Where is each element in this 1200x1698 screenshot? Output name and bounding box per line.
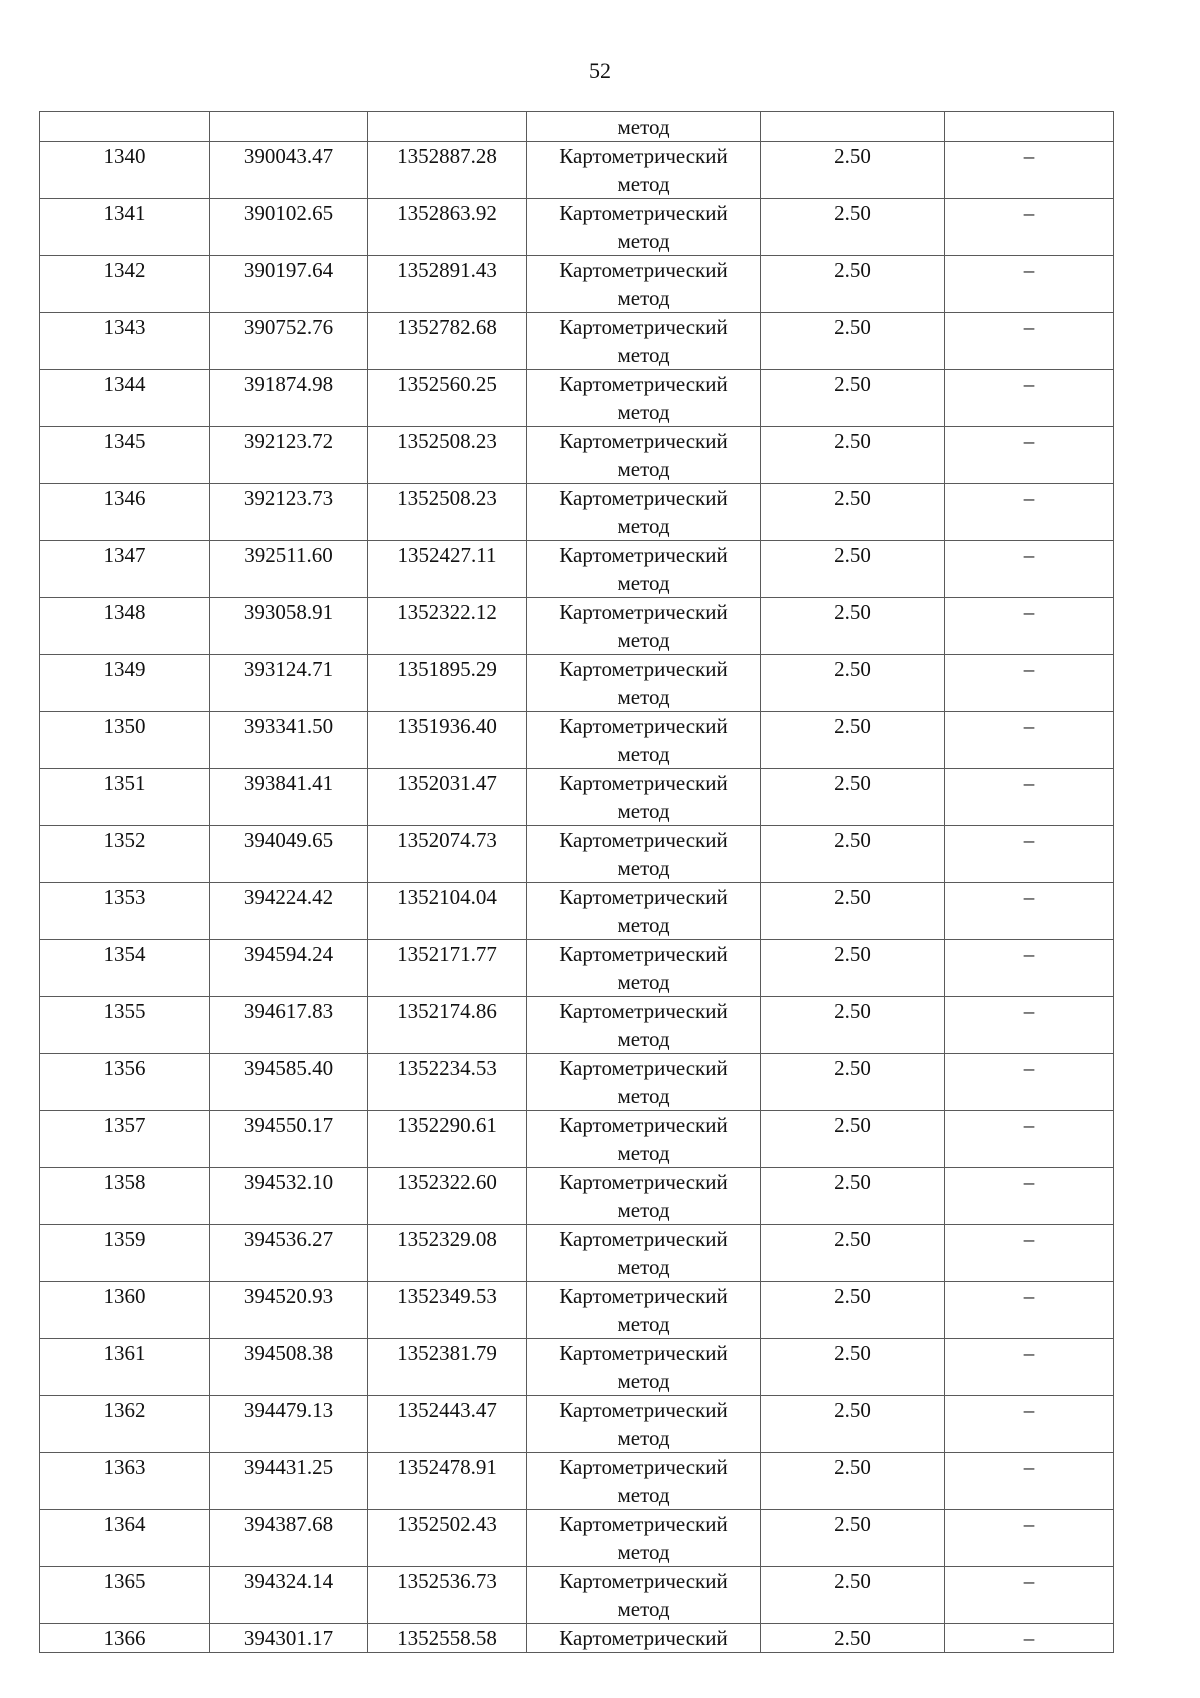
cell-y: 1352502.43 [368, 1510, 527, 1567]
coordinates-table [39, 111, 1114, 1653]
cell-method [527, 1339, 761, 1396]
method-line-1: Картометрический [559, 600, 728, 624]
cell-note: – [945, 1453, 1114, 1510]
cell-method [527, 1567, 761, 1624]
cell-method [527, 313, 761, 370]
cell-y [368, 112, 527, 142]
cell-point-number: 1352 [40, 826, 210, 883]
cell-point-number: 1353 [40, 883, 210, 940]
method-line-1: Картометрический [559, 999, 728, 1023]
cell-point-number: 1349 [40, 655, 210, 712]
table-row [40, 997, 1114, 1054]
method-line-1: Картометрический [559, 201, 728, 225]
cell-y: 1352322.12 [368, 598, 527, 655]
cell-x: 394550.17 [210, 1111, 368, 1168]
cell-accuracy: 2.50 [761, 598, 945, 655]
method-line-2: метод [617, 913, 670, 937]
cell-y: 1352074.73 [368, 826, 527, 883]
cell-note: – [945, 256, 1114, 313]
cell-y: 1352290.61 [368, 1111, 527, 1168]
method-line-2: метод [617, 1312, 670, 1336]
method-line-2: метод [617, 1027, 670, 1051]
cell-y: 1352863.92 [368, 199, 527, 256]
cell-note: – [945, 655, 1114, 712]
cell-accuracy: 2.50 [761, 427, 945, 484]
method-line-1: Картометрический [559, 486, 728, 510]
method-line-1: Картометрический [559, 1626, 728, 1650]
cell-x: 390102.65 [210, 199, 368, 256]
table-row [40, 1396, 1114, 1453]
cell-x: 392123.72 [210, 427, 368, 484]
table-row [40, 142, 1114, 199]
cell-point-number: 1340 [40, 142, 210, 199]
cell-note: – [945, 769, 1114, 826]
cell-accuracy: 2.50 [761, 1225, 945, 1282]
cell-x [210, 112, 368, 142]
cell-y: 1352782.68 [368, 313, 527, 370]
cell-method [527, 1168, 761, 1225]
table-row [40, 826, 1114, 883]
method-line-1: Картометрический [559, 144, 728, 168]
cell-y: 1352508.23 [368, 427, 527, 484]
method-line-1: Картометрический [559, 771, 728, 795]
cell-x: 391874.98 [210, 370, 368, 427]
cell-x: 393841.41 [210, 769, 368, 826]
table-row [40, 541, 1114, 598]
table-row [40, 769, 1114, 826]
cell-point-number: 1361 [40, 1339, 210, 1396]
cell-note: – [945, 826, 1114, 883]
cell-note: – [945, 883, 1114, 940]
cell-method [527, 199, 761, 256]
cell-y: 1352349.53 [368, 1282, 527, 1339]
table-row [40, 712, 1114, 769]
cell-note: – [945, 1396, 1114, 1453]
cell-y: 1352443.47 [368, 1396, 527, 1453]
cell-point-number: 1355 [40, 997, 210, 1054]
method-line-1: Картометрический [559, 1569, 728, 1593]
method-line-1: Картометрический [559, 1170, 728, 1194]
cell-point-number: 1357 [40, 1111, 210, 1168]
cell-note: – [945, 1282, 1114, 1339]
method-line-2: метод [617, 742, 670, 766]
cell-method [527, 1111, 761, 1168]
cell-method [527, 883, 761, 940]
cell-note: – [945, 541, 1114, 598]
cell-y: 1352887.28 [368, 142, 527, 199]
method-line-1: Картометрический [559, 315, 728, 339]
table-row [40, 370, 1114, 427]
cell-y: 1352478.91 [368, 1453, 527, 1510]
method-line-2: метод [617, 1198, 670, 1222]
cell-method [527, 1453, 761, 1510]
cell-point-number: 1363 [40, 1453, 210, 1510]
cell-point-number: 1360 [40, 1282, 210, 1339]
cell-y: 1352558.58 [368, 1624, 527, 1653]
cell-y: 1352508.23 [368, 484, 527, 541]
cell-y: 1352891.43 [368, 256, 527, 313]
cell-note: – [945, 1624, 1114, 1653]
cell-point-number: 1365 [40, 1567, 210, 1624]
method-line-2: метод [617, 1597, 670, 1621]
cell-point-number: 1344 [40, 370, 210, 427]
cell-y: 1352234.53 [368, 1054, 527, 1111]
method-line-1: Картометрический [559, 885, 728, 909]
method-line-1: Картометрический [559, 372, 728, 396]
table-row [40, 1339, 1114, 1396]
method-line-1: Картометрический [559, 657, 728, 681]
cell-method [527, 541, 761, 598]
cell-y: 1352536.73 [368, 1567, 527, 1624]
method-line-1: Картометрический [559, 714, 728, 738]
cell-y: 1352381.79 [368, 1339, 527, 1396]
table-row [40, 1510, 1114, 1567]
cell-y: 1352427.11 [368, 541, 527, 598]
cell-x: 394594.24 [210, 940, 368, 997]
cell-y: 1352560.25 [368, 370, 527, 427]
table-row [40, 1624, 1114, 1653]
cell-y: 1352104.04 [368, 883, 527, 940]
cell-x: 393341.50 [210, 712, 368, 769]
cell-accuracy: 2.50 [761, 997, 945, 1054]
cell-note: – [945, 598, 1114, 655]
cell-x: 390197.64 [210, 256, 368, 313]
cell-accuracy: 2.50 [761, 1054, 945, 1111]
cell-accuracy: 2.50 [761, 1624, 945, 1653]
cell-point-number: 1347 [40, 541, 210, 598]
cell-accuracy [761, 112, 945, 142]
cell-method [527, 940, 761, 997]
cell-point-number: 1358 [40, 1168, 210, 1225]
cell-note: – [945, 712, 1114, 769]
cell-x: 392511.60 [210, 541, 368, 598]
cell-y: 1351936.40 [368, 712, 527, 769]
cell-method [527, 655, 761, 712]
cell-accuracy: 2.50 [761, 142, 945, 199]
cell-method [527, 1282, 761, 1339]
cell-point-number: 1362 [40, 1396, 210, 1453]
method-line-1: Картометрический [559, 1227, 728, 1251]
cell-note: – [945, 940, 1114, 997]
table-body [40, 112, 1114, 1653]
cell-x: 390043.47 [210, 142, 368, 199]
cell-x: 394387.68 [210, 1510, 368, 1567]
cell-y: 1352322.60 [368, 1168, 527, 1225]
cell-x: 394617.83 [210, 997, 368, 1054]
method-line-2: метод [617, 1426, 670, 1450]
cell-note: – [945, 313, 1114, 370]
cell-accuracy: 2.50 [761, 313, 945, 370]
method-line-1: Картометрический [559, 1056, 728, 1080]
cell-accuracy: 2.50 [761, 883, 945, 940]
cell-y: 1352174.86 [368, 997, 527, 1054]
method-line-2: метод [617, 1084, 670, 1108]
table-row [40, 427, 1114, 484]
method-line-2: метод [617, 400, 670, 424]
method-line-1: Картометрический [559, 258, 728, 282]
cell-accuracy: 2.50 [761, 370, 945, 427]
cell-method [527, 1054, 761, 1111]
method-line-2: метод [617, 1540, 670, 1564]
cell-x: 394532.10 [210, 1168, 368, 1225]
table-row [40, 313, 1114, 370]
cell-note: – [945, 1168, 1114, 1225]
cell-x: 394431.25 [210, 1453, 368, 1510]
cell-point-number: 1341 [40, 199, 210, 256]
page-number: 52 [589, 58, 611, 83]
table-row [40, 883, 1114, 940]
cell-x: 390752.76 [210, 313, 368, 370]
cell-point-number: 1342 [40, 256, 210, 313]
cell-x: 394224.42 [210, 883, 368, 940]
cell-note: – [945, 199, 1114, 256]
cell-y: 1352031.47 [368, 769, 527, 826]
method-line-2: метод [617, 1483, 670, 1507]
cell-point-number: 1346 [40, 484, 210, 541]
cell-point-number: 1356 [40, 1054, 210, 1111]
cell-point-number: 1343 [40, 313, 210, 370]
cell-method [527, 997, 761, 1054]
cell-point-number: 1364 [40, 1510, 210, 1567]
cell-accuracy: 2.50 [761, 1168, 945, 1225]
method-line-2: метод [617, 1141, 670, 1165]
table-row [40, 1168, 1114, 1225]
cell-method: метод [527, 112, 761, 142]
method-line-1: Картометрический [559, 942, 728, 966]
cell-point-number: 1359 [40, 1225, 210, 1282]
cell-method [527, 712, 761, 769]
cell-accuracy: 2.50 [761, 256, 945, 313]
cell-note: – [945, 370, 1114, 427]
table-row [40, 1111, 1114, 1168]
method-line-1: Картометрический [559, 1398, 728, 1422]
cell-note: – [945, 1225, 1114, 1282]
cell-note [945, 112, 1114, 142]
cell-method [527, 598, 761, 655]
method-line-1: Картометрический [559, 429, 728, 453]
cell-method [527, 142, 761, 199]
cell-accuracy: 2.50 [761, 484, 945, 541]
cell-x: 394585.40 [210, 1054, 368, 1111]
method-line-1: Картометрический [559, 1341, 728, 1365]
cell-y: 1351895.29 [368, 655, 527, 712]
cell-point-number [40, 112, 210, 142]
cell-x: 394479.13 [210, 1396, 368, 1453]
cell-accuracy: 2.50 [761, 1339, 945, 1396]
table-row [40, 940, 1114, 997]
table-row [40, 1225, 1114, 1282]
cell-accuracy: 2.50 [761, 769, 945, 826]
cell-x: 394520.93 [210, 1282, 368, 1339]
cell-x: 394049.65 [210, 826, 368, 883]
cell-accuracy: 2.50 [761, 1282, 945, 1339]
cell-point-number: 1348 [40, 598, 210, 655]
table-row [40, 655, 1114, 712]
table-row [40, 1282, 1114, 1339]
cell-method [527, 1225, 761, 1282]
cell-y: 1352329.08 [368, 1225, 527, 1282]
cell-note: – [945, 427, 1114, 484]
cell-method [527, 370, 761, 427]
method-line-1: Картометрический [559, 1455, 728, 1479]
cell-point-number: 1350 [40, 712, 210, 769]
method-line-1: Картометрический [559, 828, 728, 852]
table-row [40, 484, 1114, 541]
cell-method [527, 769, 761, 826]
cell-point-number: 1354 [40, 940, 210, 997]
cell-method [527, 1396, 761, 1453]
cell-accuracy: 2.50 [761, 940, 945, 997]
cell-accuracy: 2.50 [761, 1453, 945, 1510]
cell-accuracy: 2.50 [761, 541, 945, 598]
cell-method [527, 256, 761, 313]
method-line-2: метод [617, 172, 670, 196]
cell-note: – [945, 142, 1114, 199]
continuation-row [40, 112, 1114, 142]
cell-note: – [945, 1339, 1114, 1396]
method-line-2: метод [617, 628, 670, 652]
method-line-1: Картометрический [559, 1284, 728, 1308]
cell-method [527, 1510, 761, 1567]
method-line-1: Картометрический [559, 1113, 728, 1137]
method-line-2: метод [617, 970, 670, 994]
cell-x: 393058.91 [210, 598, 368, 655]
method-line-2: метод [617, 799, 670, 823]
method-line-1: Картометрический [559, 1512, 728, 1536]
cell-x: 393124.71 [210, 655, 368, 712]
method-line-2: метод [617, 1255, 670, 1279]
method-line-2: метод [617, 229, 670, 253]
method-line-2: метод [617, 685, 670, 709]
cell-accuracy: 2.50 [761, 1567, 945, 1624]
cell-accuracy: 2.50 [761, 655, 945, 712]
cell-method [527, 826, 761, 883]
method-line-2: метод [617, 457, 670, 481]
cell-note: – [945, 997, 1114, 1054]
method-line-2: метод [617, 1369, 670, 1393]
cell-accuracy: 2.50 [761, 1510, 945, 1567]
cell-note: – [945, 1510, 1114, 1567]
cell-point-number: 1351 [40, 769, 210, 826]
cell-method [527, 1624, 761, 1653]
cell-note: – [945, 1111, 1114, 1168]
cell-note: – [945, 484, 1114, 541]
cell-x: 394301.17 [210, 1624, 368, 1653]
table-row [40, 1567, 1114, 1624]
cell-accuracy: 2.50 [761, 1111, 945, 1168]
method-line-1: Картометрический [559, 543, 728, 567]
cell-method [527, 484, 761, 541]
cell-method [527, 427, 761, 484]
table-row [40, 1054, 1114, 1111]
cell-point-number: 1345 [40, 427, 210, 484]
method-line-2: метод [617, 286, 670, 310]
cell-x: 394324.14 [210, 1567, 368, 1624]
method-line-2: метод [617, 856, 670, 880]
cell-point-number: 1366 [40, 1624, 210, 1653]
table-row [40, 598, 1114, 655]
cell-x: 394508.38 [210, 1339, 368, 1396]
table-row [40, 256, 1114, 313]
cell-accuracy: 2.50 [761, 712, 945, 769]
cell-x: 392123.73 [210, 484, 368, 541]
cell-x: 394536.27 [210, 1225, 368, 1282]
cell-accuracy: 2.50 [761, 199, 945, 256]
cell-y: 1352171.77 [368, 940, 527, 997]
cell-note: – [945, 1567, 1114, 1624]
table-row [40, 1453, 1114, 1510]
table-row [40, 199, 1114, 256]
cell-accuracy: 2.50 [761, 1396, 945, 1453]
cell-note: – [945, 1054, 1114, 1111]
method-line-2: метод [617, 514, 670, 538]
method-line-2: метод [617, 571, 670, 595]
cell-accuracy: 2.50 [761, 826, 945, 883]
method-line-2: метод [617, 343, 670, 367]
